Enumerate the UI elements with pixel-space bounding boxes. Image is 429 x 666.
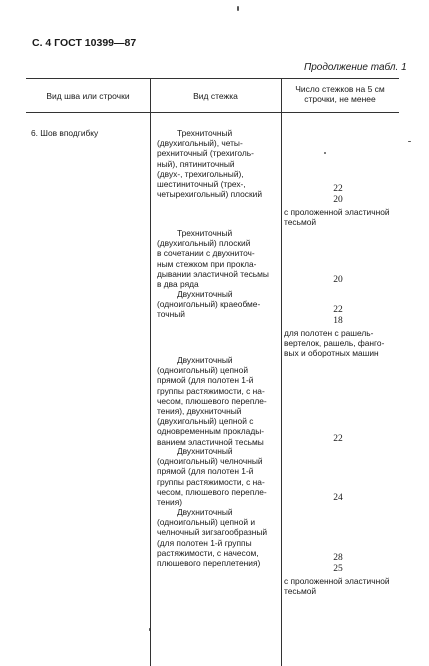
stitch-line: (двухигольный), четы- [157, 138, 243, 149]
stitch-line: растяжимости, с начесом, [157, 547, 259, 558]
stitch-line: Трехниточный [177, 228, 233, 238]
count-note [284, 207, 390, 227]
stitch-line: в два ряда [157, 279, 199, 290]
stitch-line: прямой (для полотен 1-й [157, 375, 254, 386]
stitch-count: 22 [333, 184, 343, 194]
stitch-line: (одноигольный) краеобме- [157, 299, 261, 310]
stitch-description [157, 289, 260, 320]
count-note [284, 328, 384, 359]
stitch-line: Двухниточный [177, 507, 233, 517]
table-top-rule [26, 78, 399, 79]
stitch-count: 28 [333, 553, 343, 563]
page-label: С. 4 ГОСТ 10399—87 [32, 37, 137, 49]
stitch-line: ный), пятиниточный [157, 158, 235, 169]
stitch-line: тения) [157, 497, 183, 508]
stitch-line: (одноигольный) цепной [157, 365, 248, 376]
stitch-description [157, 446, 267, 507]
stitch-description [157, 355, 267, 447]
stitch-description [157, 128, 262, 199]
column-header-count-line2: строчки, не менее [304, 94, 376, 104]
stitch-description [157, 507, 267, 568]
stitch-line: тения), двухниточный [157, 406, 242, 417]
stitch-line: чесом, плюшевого переплe- [157, 395, 267, 406]
stitch-line: чесом, плюшевого переплe- [157, 486, 267, 497]
scan-speck [237, 6, 239, 11]
column-divider-1 [150, 78, 151, 666]
stitch-line: (одноигольный) челночный [157, 456, 263, 467]
stitch-line: группы растяжимости, с на- [157, 476, 265, 487]
scan-speck [324, 152, 326, 154]
stitch-description [157, 228, 269, 289]
stitch-line: одновременным проклады- [157, 426, 265, 437]
stitch-line: Двухниточный [177, 289, 233, 299]
stitch-count: 25 [333, 564, 343, 574]
count-note-line: вертелок, рашель, фанго- [284, 338, 385, 349]
stitch-line: Двухниточный [177, 355, 233, 365]
stitch-count: 20 [333, 275, 343, 285]
column-header-count [281, 84, 399, 104]
stitch-line: точный [157, 309, 185, 320]
stitch-count: 24 [333, 493, 343, 503]
count-note-line: с проложенной эластичной [284, 207, 390, 217]
column-header-seam: Вид шва или строчки [46, 91, 130, 101]
column-header-count-line1: Число стежков на 5 см [295, 84, 385, 94]
stitch-line: прямой (для полотен 1-й [157, 466, 254, 477]
stitch-line: рехниточный (трехиголь- [157, 148, 254, 159]
table-header-rule [26, 112, 399, 113]
stitch-count: 22 [333, 434, 343, 444]
stitch-line: группы растяжимости, с на- [157, 385, 265, 396]
count-note-line: тесьмой [284, 586, 317, 597]
count-note-line: с проложенной эластичной [284, 576, 390, 586]
stitch-line: ванием эластичной тесьмы [157, 436, 264, 447]
column-divider-2 [281, 78, 282, 666]
stitch-line: ным стежком при прокла- [157, 258, 257, 269]
stitch-line: в сочетании с двухниточ- [157, 248, 255, 259]
count-note-line: для полотен с рашель- [284, 328, 374, 338]
stitch-line: Трехниточный [177, 128, 233, 138]
stitch-line: (двухигольный) плоский [157, 238, 251, 249]
count-note [284, 576, 390, 596]
stitch-count: 22 [333, 305, 343, 315]
stitch-line: (двухигольный) цепной с [157, 416, 254, 427]
seam-name: 6. Шов вподгибку [31, 128, 99, 138]
stitch-line: дывании эластичной тесьмы [157, 268, 269, 279]
stitch-line: (для полотен 1-й группы [157, 537, 252, 548]
stitch-line: (одноигольный) цепной и [157, 517, 256, 528]
stitch-line: челночный зигзагообразный [157, 527, 268, 538]
stitch-count: 20 [333, 195, 343, 205]
stitch-count: 18 [333, 316, 343, 326]
stitch-line: плюшевого переплетения) [157, 558, 261, 569]
stitch-line: шестиниточный (трех-, [157, 179, 246, 190]
scan-speck [408, 141, 411, 142]
table-continuation: Продолжение табл. 1 [304, 62, 407, 73]
stitch-line: Двухниточный [177, 446, 233, 456]
count-note-line: тесьмой [284, 217, 317, 228]
count-note-line: вых и оборотных машин [284, 348, 379, 359]
stitch-line: (двух-, трехигольный), [157, 168, 244, 179]
column-header-stitch: Вид стежка [193, 91, 238, 101]
stitch-line: четырехигольный) плоский [157, 189, 263, 200]
